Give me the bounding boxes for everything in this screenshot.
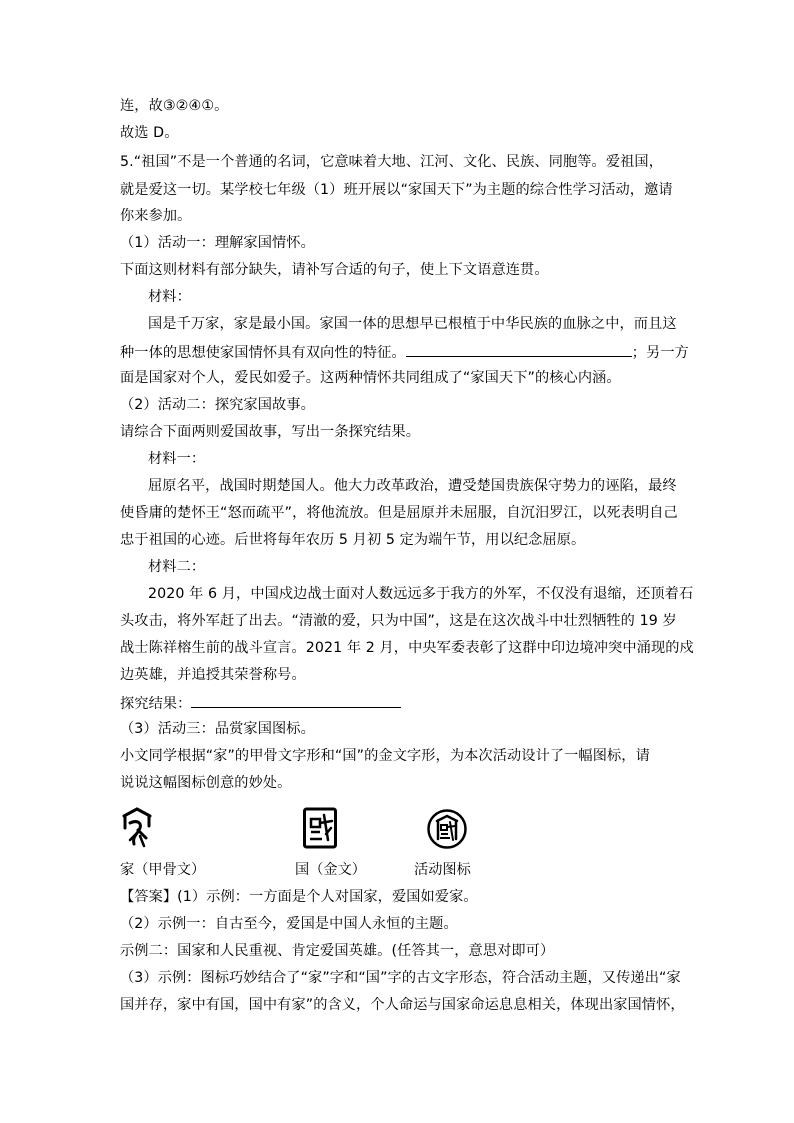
material-1-line: 忠于祖国的心迹。后世将每年农历 5 月初 5 定为端午节，用以纪念屈原。 (120, 532, 586, 548)
answer-blank[interactable] (406, 341, 632, 357)
material-text: 种一体的思想使家国情怀具有双向性的特征。 (120, 345, 406, 361)
answer-line: 示例二：国家和人民重视、肯定爱国英雄。(任答其一，意思对即可） (120, 943, 555, 959)
result-line (120, 692, 401, 714)
material-line (120, 341, 689, 363)
material-1-line: 使昏庸的楚怀王“怒而疏平”，将他流放。但是屈原并未屈服，自沉汨罗江，以死表明自己 (120, 505, 678, 521)
material-2-line: 边英雄，并追授其荣誉称号。 (120, 667, 306, 683)
answer-line: 【答案】(1）示例：一方面是个人对国家，爱国如爱家。 (120, 889, 478, 905)
material-1-line: 屈原名平，战国时期楚国人。他大力改革政治，遭受楚国贵族保守势力的诬陷，最终 (148, 478, 677, 494)
activity-1-title: （1）活动一：理解家国情怀。 (120, 235, 315, 251)
activity-emblem-icon (426, 808, 468, 850)
material-2-line: 战士陈祥榕生前的战斗宣言。2021 年 2 月，中央军委表彰了这群中印边境冲突中涌现的戍 (120, 640, 694, 656)
answer-line: （2）示例一：自古至今，爱国是中国人永恒的主题。 (120, 916, 458, 932)
material-2-line: 2020 年 6 月，中国戍边战士面对人数远远多于我方的外军，不仅没有退缩，还顶着石 (148, 586, 694, 602)
caption-jia: 家（甲骨文） (120, 862, 206, 878)
material-label: 材料： (148, 289, 191, 305)
jia-oracle-glyph-icon (120, 806, 154, 850)
result-label: 探究结果： (120, 696, 192, 712)
activity-1-instruction: 下面这则材料有部分缺失，请补写合适的句子，使上下文语意连贯。 (120, 262, 549, 278)
guo-bronze-glyph-icon (302, 806, 338, 850)
text-line: 连，故③②④①。 (120, 98, 229, 114)
answer-line: 国并存，家中有国，国中有家”的含义，个人命运与国家命运息息相关，体现出家国情怀， (120, 997, 685, 1013)
material-2-line: 头攻击，将外军赶了出去。“清澈的爱，只为中国”，这是在这次战斗中壮烈牺牲的 19 岁 (120, 613, 677, 629)
activity-3-line: 小文同学根据“家”的甲骨文字形和“国”的金文字形，为本次活动设计了一幅图标，请 (120, 748, 650, 764)
question-5-line: 5.“祖国”不是一个普通的名词，它意味着大地、江河、文化、民族、同胞等。爱祖国， (120, 154, 663, 170)
question-5-line: 你来参加。 (120, 208, 192, 224)
material-1-label: 材料一： (148, 451, 206, 467)
caption-icon: 活动图标 (414, 862, 471, 878)
activity-3-title: （3）活动三：品赏家国图标。 (120, 721, 315, 737)
question-5-line: 就是爱这一切。某学校七年级（1）班开展以“家国天下”为主题的综合性学习活动，邀请 (120, 182, 673, 198)
material-text: ；另一方 (631, 345, 689, 361)
text-line: 故选 D。 (120, 125, 179, 141)
material-line: 国是千万家，家是最小国。家国一体的思想早已根植于中华民族的血脉之中，而且这 (148, 316, 677, 332)
material-2-label: 材料二： (148, 559, 206, 575)
activity-2-instruction: 请综合下面两则爱国故事，写出一条探究结果。 (120, 424, 421, 440)
activity-3-line: 说说这幅图标创意的妙处。 (120, 775, 292, 791)
answer-blank[interactable] (191, 692, 401, 708)
answer-line: （3）示例：图标巧妙结合了“家”字和“国”字的古文字形态，符合活动主题，又传递出“家 (120, 970, 681, 986)
material-line: 面是国家对个人，爱民如爱子。这两种情怀共同组成了“家国天下”的核心内涵。 (120, 370, 621, 386)
activity-2-title: （2）活动二：探究家国故事。 (120, 397, 315, 413)
caption-guo: 国（金文） (295, 862, 366, 878)
